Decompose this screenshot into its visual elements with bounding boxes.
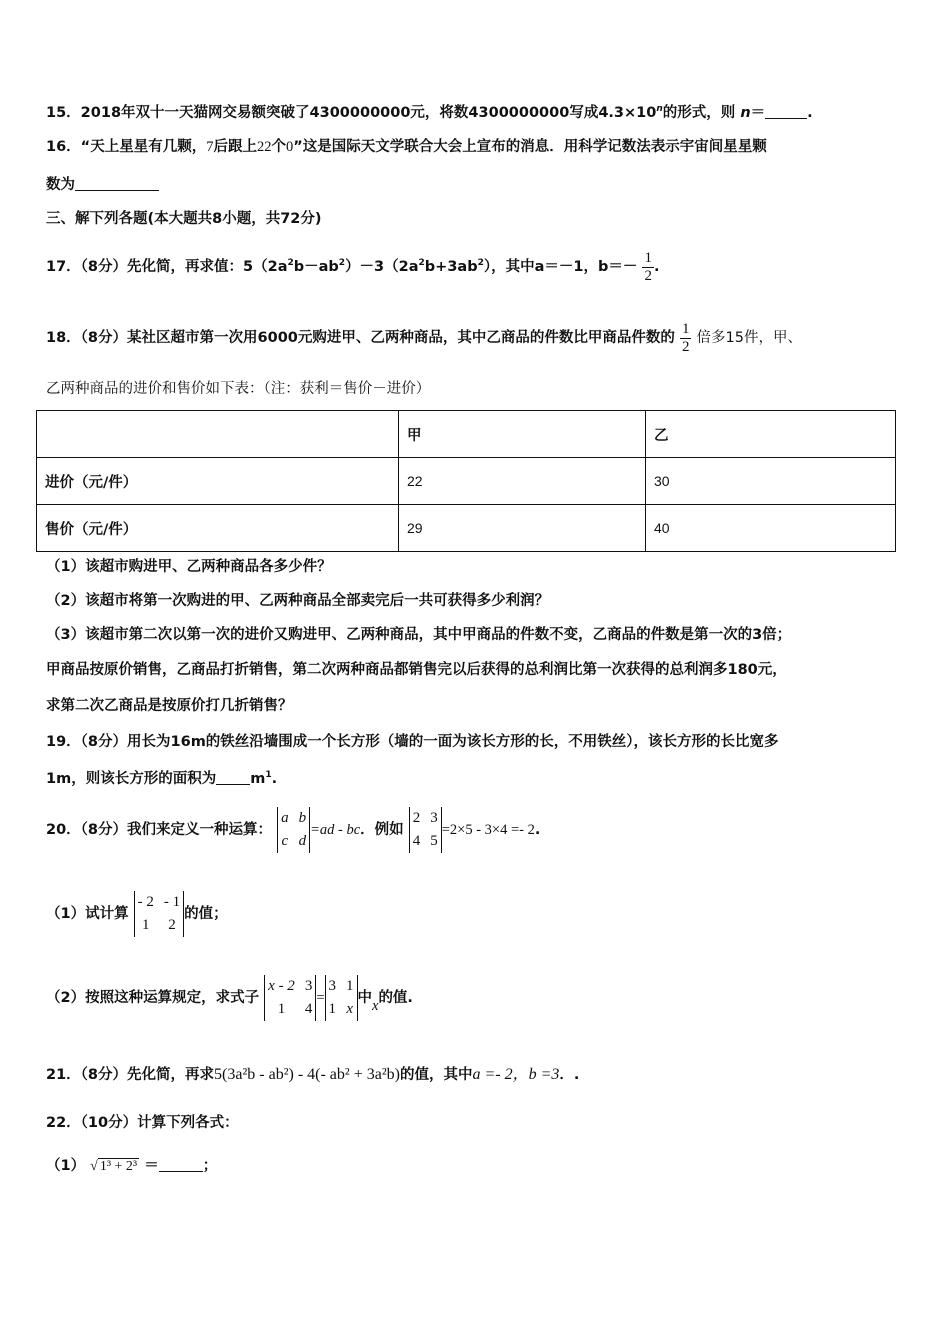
q16-zero: 0 <box>285 139 294 155</box>
q16-line2: 数为 <box>46 177 75 193</box>
q15-text-b: 的形式，则 <box>662 105 736 121</box>
determinant-sub2-right <box>325 975 358 1021</box>
q20-label: 20．（8分）我们来定义一种运算： <box>46 822 273 838</box>
q18-line2: 乙两种商品的进价和售价如下表：（注：获利＝售价－进价） <box>46 381 431 397</box>
q17-frac-num: 1 <box>644 249 652 266</box>
q20-ex-rhs: =2×5 - 3×4 =- 2 <box>441 822 535 838</box>
det-cell: 2 <box>412 810 421 826</box>
det-cell: 1 <box>142 917 150 933</box>
table-cell: 22 <box>399 458 646 505</box>
determinant-sub2-left <box>264 975 316 1021</box>
q22-sub1-end: ； <box>202 1158 218 1174</box>
section-3-heading <box>46 209 322 229</box>
table-cell: 40 <box>646 505 896 552</box>
q20-eq: = <box>316 990 325 1006</box>
q20-sub1-end: 的值； <box>184 906 228 922</box>
table-header-cell <box>37 411 399 458</box>
det-cell: 1 <box>328 1001 336 1017</box>
q17-p3: b+3ab <box>424 259 478 275</box>
table-row <box>37 505 896 552</box>
det-cell: d <box>298 833 307 849</box>
q16-twentytwo: 22 <box>256 139 272 155</box>
det-cell: 4 <box>412 833 421 849</box>
q17-p4: ），其中a＝－1，b＝－ <box>483 259 638 275</box>
q15-exponent: n <box>656 104 663 115</box>
q22-label: 22．（10分）计算下列各式： <box>46 1115 239 1131</box>
q21-label: 21．（8分）先化简，再求 <box>46 1067 215 1083</box>
q16-text-d: ”这是国际天文学联合大会上宣布的消息．用科学记数法表示宇宙间星星颗 <box>293 139 767 155</box>
table-cell: 30 <box>646 458 896 505</box>
det-cell: x - 2 <box>268 978 295 994</box>
question-17 <box>46 248 659 286</box>
square-root-expression: √ 1³ + 2³ <box>90 1159 138 1174</box>
q22-sub1-label: （1） <box>46 1158 86 1174</box>
q17-end: . <box>653 259 660 275</box>
q17-p1: b－ab <box>293 259 339 275</box>
q19-line2: 1m，则该长方形的面积为 <box>46 771 217 787</box>
q16-text-a: 16．“天上星星有几颗， <box>46 139 207 155</box>
q17-sq-1: 2 <box>287 258 294 269</box>
question-19-line2 <box>46 769 277 789</box>
q19-end: . <box>271 771 278 787</box>
determinant-definition <box>277 807 310 853</box>
question-16 <box>46 137 767 157</box>
q15-var: n <box>740 105 751 121</box>
q20-sub2-mid: 中 <box>357 990 372 1006</box>
q15-end: . <box>807 105 813 121</box>
det-cell: b <box>298 810 307 826</box>
q19-line1: 19．（8分）用长为16m的铁丝沿墙围成一个长方形（墙的一面为该长方形的长，不用铁丝），该长方形的长比宽多 <box>46 734 779 750</box>
answer-blank <box>159 1157 203 1172</box>
q18-sub2-text: （2）该超市将第一次购进的甲、乙两种商品全部卖完后一共可获得多少利润？ <box>46 593 550 609</box>
question-18 <box>46 319 802 357</box>
q18-text-a: 18．（8分）某社区超市第一次用6000元购进甲、乙两种商品，其中乙商品的件数比甲商品件数的 <box>46 330 675 346</box>
q18-sub2 <box>46 591 549 611</box>
q15-text-c: ＝ <box>750 105 766 121</box>
q18-sub3-line1 <box>46 625 791 645</box>
table-row-label: 进价（元/件） <box>37 458 399 505</box>
answer-blank <box>75 176 159 191</box>
det-cell: - 1 <box>163 894 181 910</box>
det-cell: - 2 <box>137 894 154 910</box>
det-cell: 3 <box>430 810 438 826</box>
q20-sub2-end: 的值. <box>378 990 413 1006</box>
q17-p2: ）－3（2a <box>345 259 419 275</box>
q20-example-label: ．例如 <box>360 822 404 838</box>
table-header-cell: 甲 <box>399 411 646 458</box>
q18-sub3-line3 <box>46 696 293 716</box>
q21-expression: 5(3a²b - ab²) - 4(- ab² + 3a²b) <box>214 1066 400 1083</box>
q20-def-rhs: =ad - bc <box>310 822 361 838</box>
sqrt-radicand: 1³ + 2³ <box>99 1159 138 1174</box>
q21-mid: 的值，其中 <box>399 1067 473 1083</box>
determinant-example <box>409 807 442 853</box>
q20-end: . <box>534 822 541 838</box>
q18-fraction <box>680 321 692 356</box>
det-cell: 5 <box>430 833 438 849</box>
question-22 <box>46 1113 239 1133</box>
q18-sub1-text: （1）该超市购进甲、乙两种商品各多少件？ <box>46 559 332 575</box>
answer-blank <box>216 770 250 785</box>
q20-sub2 <box>46 973 413 1031</box>
det-cell: x <box>346 1001 354 1017</box>
det-cell: 3 <box>328 978 336 994</box>
question-21 <box>46 1060 579 1090</box>
q17-sq-2: 2 <box>338 258 346 269</box>
table-header-cell: 乙 <box>646 411 896 458</box>
det-cell: 1 <box>346 978 354 994</box>
q17-sq-4: 2 <box>477 258 484 269</box>
q21-end: ．. <box>559 1067 580 1083</box>
table-header-row <box>37 411 896 458</box>
q17-sq-3: 2 <box>418 258 425 269</box>
det-cell: 4 <box>304 1001 313 1017</box>
table-row <box>37 458 896 505</box>
q18-sub3-line2 <box>46 660 787 680</box>
table-row-label: 售价（元/件） <box>37 505 399 552</box>
q16-text-c: 个 <box>271 139 286 155</box>
question-15 <box>46 103 813 123</box>
q16-seven: 7 <box>206 139 214 155</box>
q17-label: 17．（8分）先化简，再求值：5（2a <box>46 259 288 275</box>
question-16-line2 <box>46 175 159 195</box>
q18-text-b: 倍多15件，甲、 <box>696 330 802 346</box>
q20-sub1-label: （1）试计算 <box>46 906 129 922</box>
answer-blank <box>765 104 807 119</box>
q18-sub3-text-1: （3）该超市第二次以第一次的进价又购进甲、乙两种商品，其中甲商品的件数不变，乙商品的件数是第一次的3倍； <box>46 627 792 643</box>
determinant-sub1 <box>134 891 185 937</box>
table-cell: 29 <box>399 505 646 552</box>
q18-sub3-text-3: 求第二次乙商品是按原价打几折销售？ <box>46 698 293 714</box>
q20-sub1 <box>46 890 228 938</box>
det-cell: a <box>281 810 289 826</box>
q22-sub1-eq: ＝ <box>144 1158 159 1174</box>
question-19 <box>46 732 779 752</box>
q17-fraction <box>642 250 654 285</box>
q15-text-a: 15．2018年双十一天猫网交易额突破了4300000000元，将数4300000000写成4.3×10 <box>46 105 657 121</box>
price-table <box>36 410 896 552</box>
q20-sub2-label: （2）按照这种运算规定，求式子 <box>46 990 260 1006</box>
q18-sub3-text-2: 甲商品按原价销售，乙商品打折销售，第二次两种商品都销售完以后获得的总利润比第一次获得的总利润多180元， <box>46 662 787 678</box>
q19-unit: m <box>250 771 266 787</box>
det-cell: 3 <box>304 978 313 994</box>
q20-sub2-var: x <box>372 998 379 1014</box>
q18-frac-den: 2 <box>681 338 690 355</box>
q16-text-b: 后跟上 <box>213 139 257 155</box>
question-18-line2 <box>46 379 430 399</box>
q18-sub1 <box>46 557 332 577</box>
q21-condition: a =- 2，b =3 <box>472 1066 560 1083</box>
det-cell: 2 <box>168 917 176 933</box>
det-cell: 1 <box>277 1001 286 1017</box>
q17-frac-den: 2 <box>644 267 652 284</box>
q22-sub1 <box>46 1152 217 1181</box>
question-20 <box>46 806 540 854</box>
q19-unit-exp: 1 <box>265 770 272 781</box>
det-cell: c <box>281 833 289 849</box>
q18-frac-num: 1 <box>681 320 690 337</box>
section-3-title: 三、解下列各题(本大题共8小题，共72分) <box>46 211 322 227</box>
